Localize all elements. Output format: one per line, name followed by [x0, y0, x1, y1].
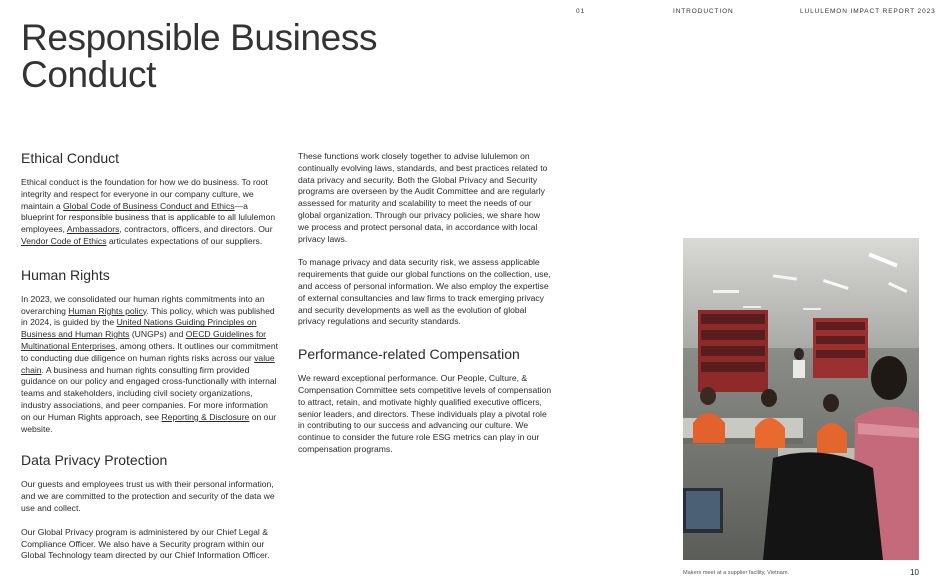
human-rights-heading: Human Rights: [21, 266, 110, 283]
reporting-disclosure-link[interactable]: Reporting & Disclosure: [161, 411, 250, 422]
header-section-label: INTRODUCTION: [673, 8, 734, 15]
factory-scene-illustration: [683, 238, 919, 560]
value-chain-link[interactable]: value chain: [21, 352, 275, 375]
human-rights-paragraph: In 2023, we consolidated our human rights commitments into an overarching Human Rights policy. This policy, which was published in 2024, is guided by the United Nations Guiding Principles on Business and Human Rights (UNGPs) and OECD Guidelines for Multinational Enterprises, among others. It outlines our commitment to conducting due diligence on human rights risks across our value chain. A business and human rights consulting firm provided guidance on our policy and engaged cross-functionally with internal teams and stakeholders, including civil society organizations, industry associations, and peer companies. For more information on our Human Rights approach, see Reporting & Disclosure on our website.: [21, 293, 278, 434]
data-privacy-paragraph-4: To manage privacy and data security risk, we assess applicable requirements that guide our global functions on the collection, use, and access of personal information. We also employ the expertise of external consultancies and law firms to track emerging privacy and security developments as well as the evolution of global privacy regulations and security standards.: [298, 257, 551, 327]
performance-compensation-paragraph: We reward exceptional performance. Our People, Culture, & Compensation Committee sets competitive levels of compensation to attract, retain, and motivate highly qualified executive officers, senior leaders, and directors. These individuals play a pivotal role in contributing to our success and advancing our culture. We continue to consider the future role ESG metrics can play in our compensation programs.: [298, 373, 552, 454]
left-column: [21, 150, 279, 574]
performance-compensation-heading: Performance-related Compensation: [298, 346, 520, 363]
data-privacy-paragraph-1: Our guests and employees trust us with their personal information, and we are committed to the protection and security of the data we use and collect.: [21, 479, 275, 513]
ethical-conduct-paragraph: Ethical conduct is the foundation for how we do business. To root integrity and respect for everyone in our company culture, we maintain a Global Code of Business Conduct and Ethics—a blueprint for responsible business that is applicable to all lululemon employees, Ambassadors, contractors, officers, and directors. Our Vendor Code of Ethics articulates expectations of our suppliers.: [21, 177, 276, 246]
data-privacy-paragraph-3: These functions work closely together to advise lululemon on continually evolving laws, standards, and best practices related to data privacy and security. Both the Global Privacy and Security programs are overseen by the Audit Committee and are regularly assessed for maturity and scalability to meet the needs of our global organization. Through our privacy policies, we share how we process and protect personal data, in accordance with local privacy laws.: [298, 151, 548, 244]
data-privacy-heading: Data Privacy Protection: [21, 452, 168, 469]
oecd-guidelines-link[interactable]: OECD Guidelines for Multinational Enterprises: [21, 329, 267, 351]
header-page-index: 01: [576, 8, 586, 15]
data-privacy-paragraph-2: Our Global Privacy program is administered by our Chief Legal & Compliance Officer. We also have a Security program within our Global Technology team directed by our Chief Information Officer.: [21, 526, 270, 561]
human-rights-policy-link[interactable]: Human Rights policy: [68, 305, 147, 316]
ethical-conduct-heading: Ethical Conduct: [21, 150, 120, 166]
page-number: 10: [910, 568, 919, 577]
ambassadors-link[interactable]: Ambassadors: [66, 224, 120, 235]
ungp-link[interactable]: United Nations Guiding Principles on Business and Human Rights: [21, 317, 257, 340]
page-title: Responsible Business Conduct: [21, 17, 378, 95]
photo-caption: Makers meet at a supplier facility, Vietnam.: [683, 570, 790, 576]
middle-column: [298, 151, 552, 468]
code-of-conduct-link[interactable]: Global Code of Business Conduct and Ethics: [63, 200, 235, 211]
factory-photo: [683, 238, 919, 560]
header-report-title: LULULEMON IMPACT REPORT 2023: [800, 8, 936, 15]
vendor-code-link[interactable]: Vendor Code of Ethics: [21, 235, 107, 246]
